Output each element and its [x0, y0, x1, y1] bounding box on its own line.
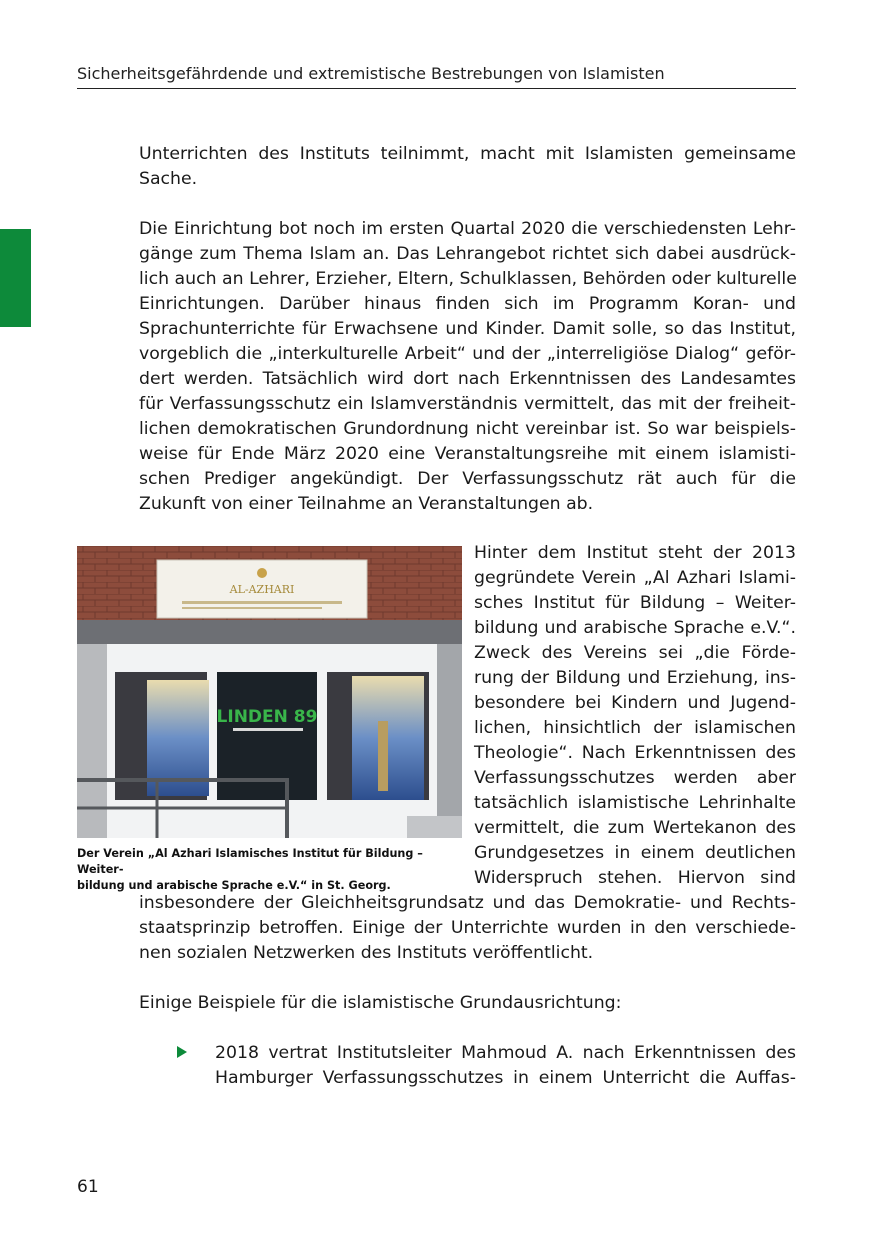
text-line: Grundgesetzes in einem deutlichen — [474, 843, 796, 863]
caption-line: bildung und arabische Sprache e.V.“ in St. Georg. — [77, 879, 391, 892]
text-line: rung der Bildung und Erziehung, ins- — [474, 668, 796, 688]
text-line: Einrichtungen. Darüber hinaus finden sich im Programm Koran- und — [139, 294, 796, 314]
text-line: für Verfassungsschutz ein Islamverständnis vermittelt, das mit der freiheit- — [139, 394, 796, 414]
figure-caption — [77, 846, 457, 894]
text-line: Hinter dem Institut steht der 2013 — [474, 543, 796, 563]
institute-photo — [77, 546, 462, 838]
text-line: Verfassungsschutzes werden aber — [474, 768, 796, 788]
text-line: Einige Beispiele für die islamistische Grundausrichtung: — [139, 993, 622, 1013]
text-line: Unterrichten des Instituts teilnimmt, macht mit Islamisten gemeinsame — [139, 144, 796, 164]
text-line: lich auch an Lehrer, Erzieher, Eltern, Schulklassen, Behörden oder kulturelle — [139, 269, 797, 289]
text-line: lichen, hinsichtlich der islamischen — [474, 718, 796, 738]
text-line: Sprachunterrichte für Erwachsene und Kinder. Damit solle, so das Institut, — [139, 319, 796, 339]
text-line: bildung und arabische Sprache e.V.“. — [474, 618, 796, 638]
storefront-image — [77, 546, 462, 838]
banner-text: AL-AZHARI — [229, 583, 295, 596]
text-line: Die Einrichtung bot noch im ersten Quartal 2020 die verschiedensten Lehr- — [139, 219, 796, 239]
text-line: Hamburger Verfassungsschutzes in einem Unterricht die Auffas- — [215, 1068, 796, 1088]
text-line: staatsprinzip betroffen. Einige der Unterrichte wurden in den verschiede- — [139, 918, 796, 938]
text-line: nen sozialen Netzwerken des Instituts veröffentlicht. — [139, 943, 594, 963]
text-line: Widerspruch stehen. Hiervon sind — [474, 868, 796, 888]
text-line: 2018 vertrat Institutsleiter Mahmoud A. nach Erkenntnissen des — [215, 1043, 796, 1063]
text-line: tatsächlich islamistische Lehrinhalte — [474, 793, 796, 813]
text-line: vorgeblich die „interkulturelle Arbeit“ und der „interreligiöse Dialog“ geför- — [139, 344, 796, 364]
window-sign-text: LINDEN 89 — [216, 707, 318, 727]
triangle-bullet-icon — [177, 1046, 187, 1058]
text-line: Sache. — [139, 169, 198, 189]
text-line: lichen demokratischen Grundordnung nicht vereinbar ist. So war beispiels- — [139, 419, 796, 439]
text-line: schen Prediger angekündigt. Der Verfassungsschutz rät auch für die — [139, 469, 796, 489]
text-line: Zweck des Vereins sei „die Förde- — [474, 643, 796, 663]
chapter-marker-tab — [0, 229, 31, 327]
text-line: Theologie“. Nach Erkenntnissen des — [474, 743, 796, 763]
text-line: vermittelt, die zum Wertekanon des — [474, 818, 796, 838]
running-header: Sicherheitsgefährdende und extremistische Bestrebungen von Islamisten — [77, 64, 796, 89]
text-line: Zukunft von einer Teilnahme an Veranstaltungen ab. — [139, 494, 594, 514]
text-line: besondere bei Kindern und Jugend- — [474, 693, 796, 713]
text-line: dert werden. Tatsächlich wird dort nach Erkenntnissen des Landesamtes — [139, 369, 796, 389]
text-line: weise für Ende März 2020 eine Veranstaltungsreihe mit einem islamisti- — [139, 444, 796, 464]
text-line: insbesondere der Gleichheitsgrundsatz und das Demokratie- und Rechts- — [139, 893, 796, 913]
caption-line: Der Verein „Al Azhari Islamisches Institut für Bildung – Weiter- — [77, 847, 423, 876]
text-line: gegründete Verein „Al Azhari Islami- — [474, 568, 796, 588]
page-number: 61 — [77, 1177, 99, 1197]
text-line: gänge zum Thema Islam an. Das Lehrangebot richtet sich dabei ausdrück- — [139, 244, 796, 264]
text-line: sches Institut für Bildung – Weiter- — [474, 593, 796, 613]
